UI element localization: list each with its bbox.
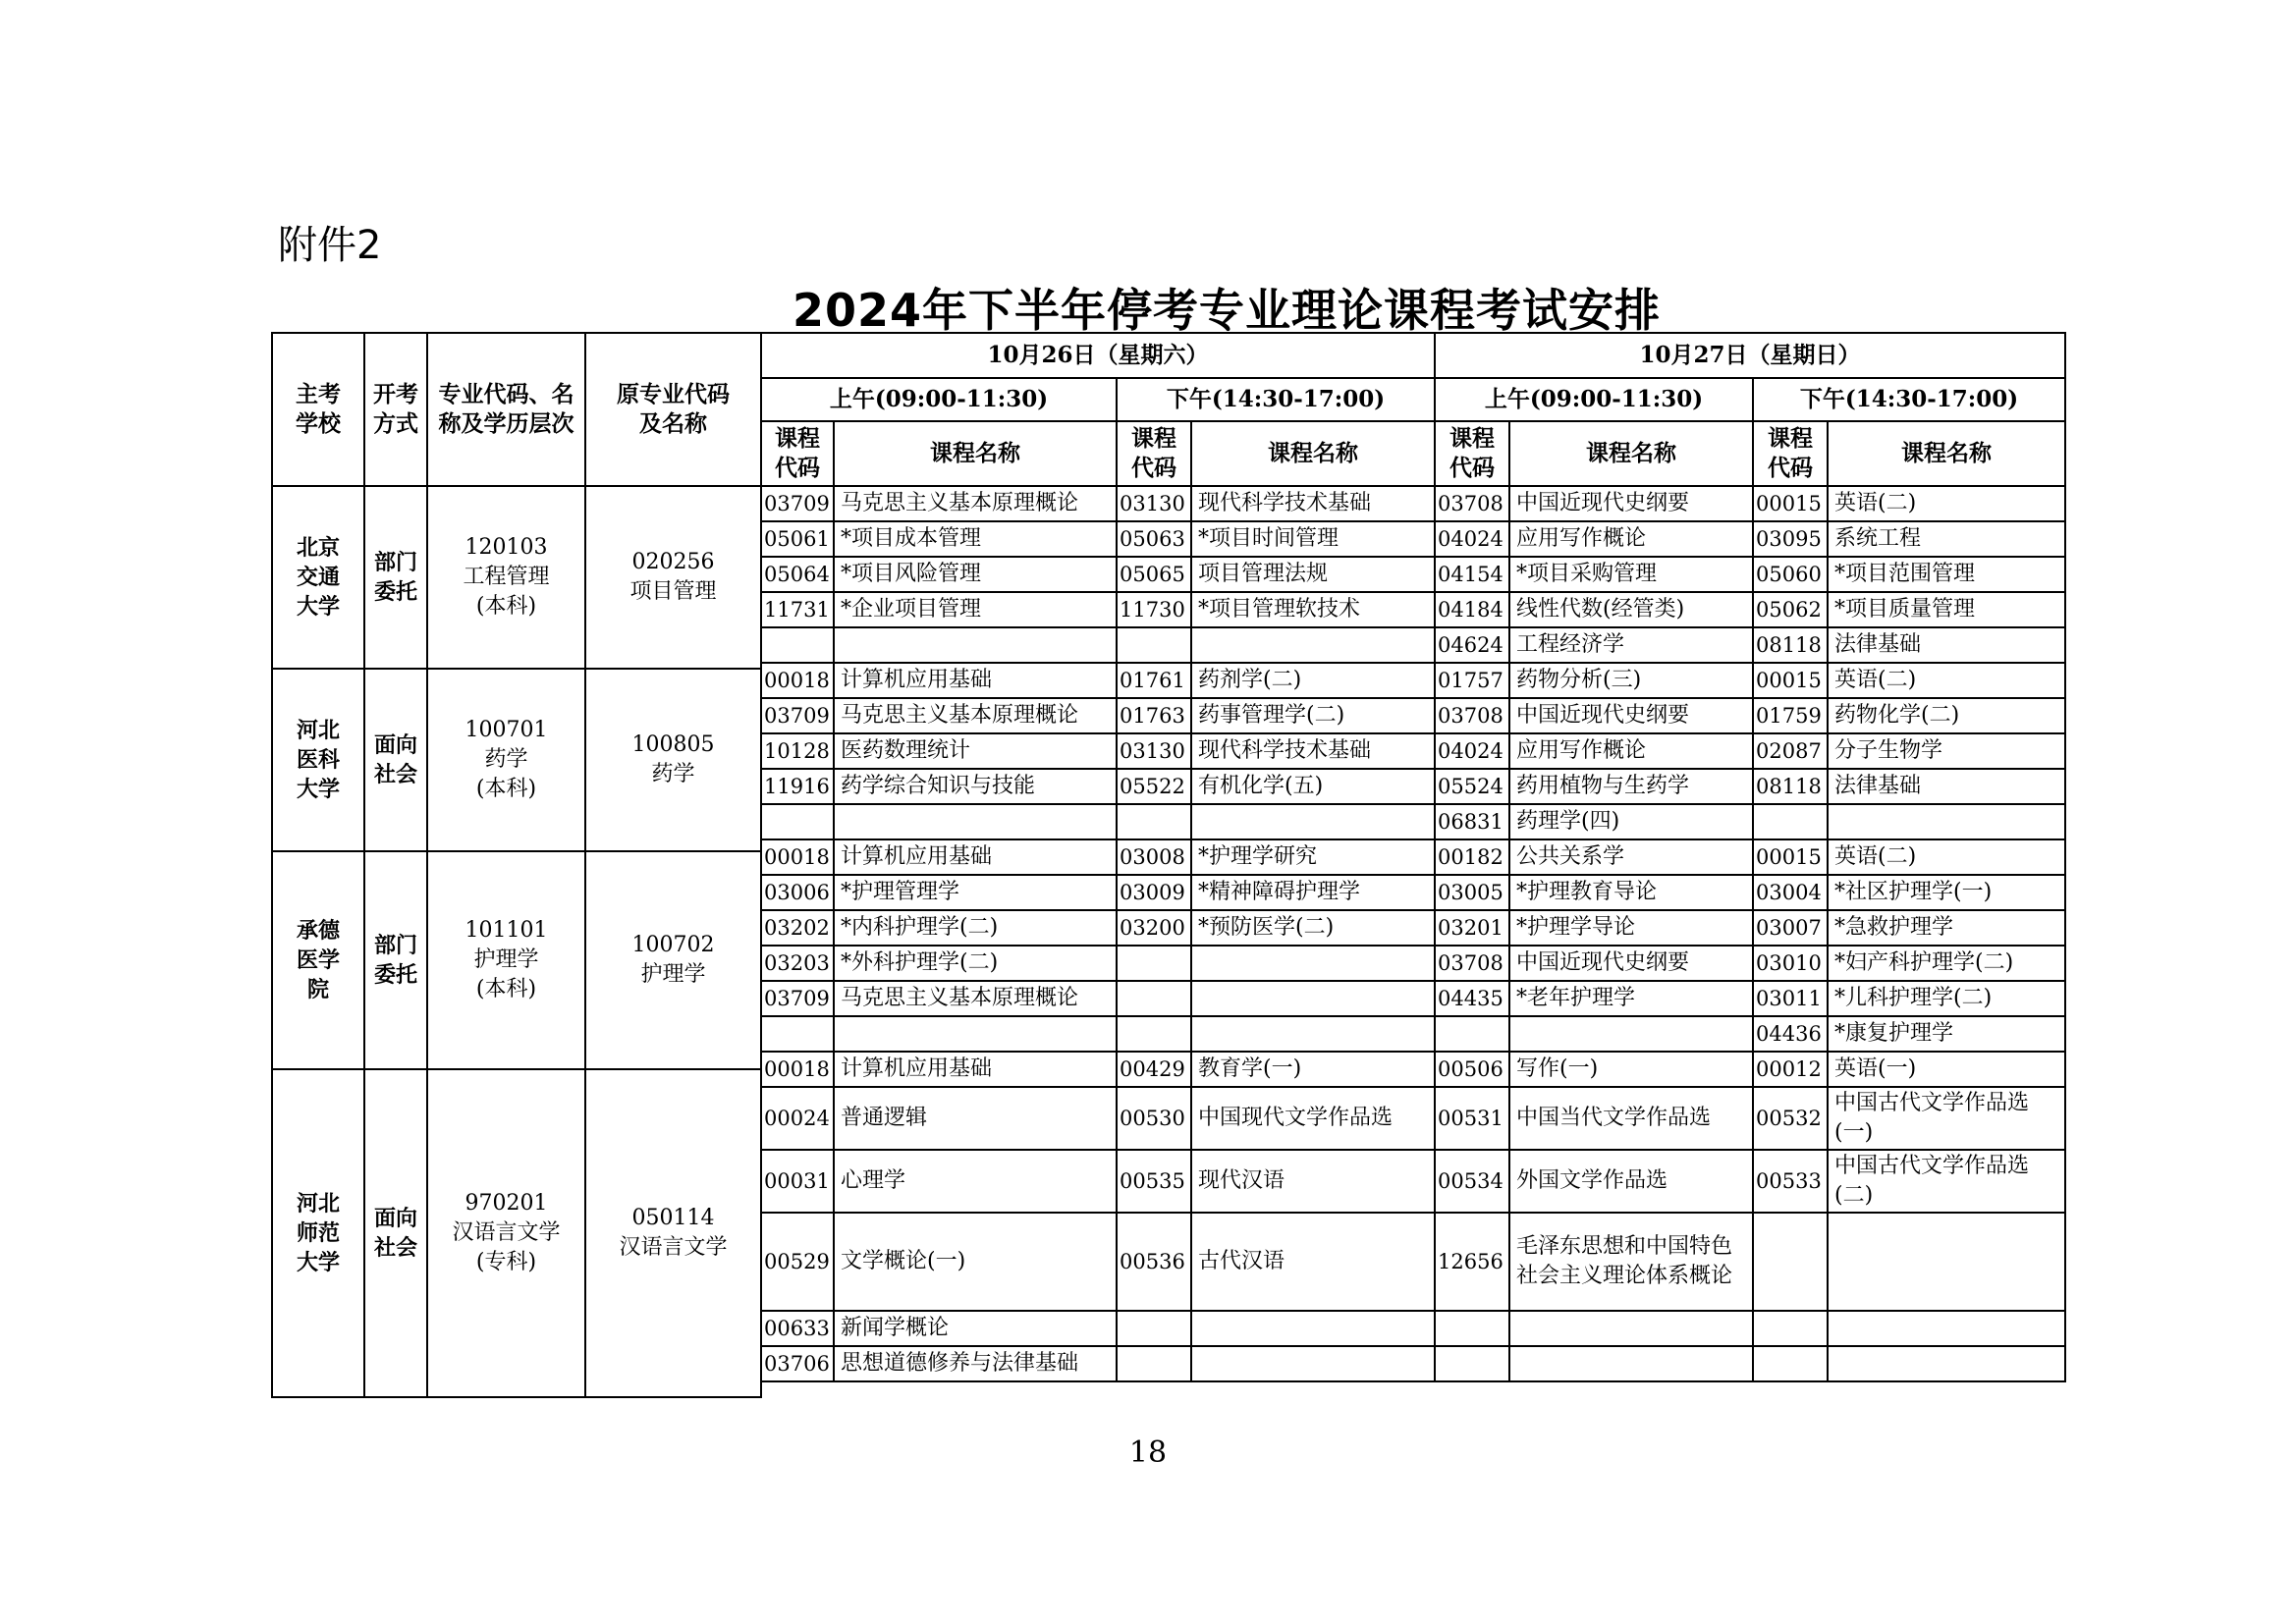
course-name: *企业项目管理 xyxy=(834,592,1117,627)
course-name xyxy=(1509,1311,1753,1346)
school-row xyxy=(272,486,761,669)
course-name: 公共关系学 xyxy=(1509,839,1753,875)
schedule-row xyxy=(761,1016,2065,1052)
course-code xyxy=(1753,1311,1828,1346)
course-name: *外科护理学(二) xyxy=(834,946,1117,981)
schedule-row xyxy=(761,486,2065,521)
course-name: 现代科学技术基础 xyxy=(1191,486,1435,521)
schedule-row xyxy=(761,946,2065,981)
course-name: 中国近现代史纲要 xyxy=(1509,698,1753,733)
course-name: 毛泽东思想和中国特色社会主义理论体系概论 xyxy=(1509,1213,1753,1311)
course-name: 写作(一) xyxy=(1509,1052,1753,1087)
course-code: 03709 xyxy=(761,981,834,1016)
course-name: *项目范围管理 xyxy=(1828,557,2065,592)
course-code xyxy=(761,804,834,839)
schedule-row xyxy=(761,910,2065,946)
day1-am-header: 上午(09:00-11:30) xyxy=(761,378,1117,421)
course-name: 药用植物与生药学 xyxy=(1509,769,1753,804)
name-header: 课程名称 xyxy=(1509,421,1753,486)
course-name: *康复护理学 xyxy=(1828,1016,2065,1052)
course-name: 中国古代文学作品选(二) xyxy=(1828,1150,2065,1213)
course-code xyxy=(761,1016,834,1052)
course-name xyxy=(834,1016,1117,1052)
exam-mode: 部门委托 xyxy=(364,851,427,1069)
school-name: 承德医学院 xyxy=(272,851,364,1069)
course-name xyxy=(1191,946,1435,981)
course-name: 中国古代文学作品选(一) xyxy=(1828,1087,2065,1150)
course-name: 教育学(一) xyxy=(1191,1052,1435,1087)
course-name: 工程经济学 xyxy=(1509,627,1753,663)
orig-major-info: 100702 护理学 xyxy=(585,851,761,1069)
course-code: 00182 xyxy=(1435,839,1509,875)
course-name: 心理学 xyxy=(834,1150,1117,1213)
course-code: 05524 xyxy=(1435,769,1509,804)
name-header: 课程名称 xyxy=(1828,421,2065,486)
course-name: *精神障碍护理学 xyxy=(1191,875,1435,910)
course-code: 04154 xyxy=(1435,557,1509,592)
course-code: 01761 xyxy=(1117,663,1191,698)
course-name: 中国近现代史纲要 xyxy=(1509,486,1753,521)
course-code xyxy=(1435,1311,1509,1346)
course-name: *儿科护理学(二) xyxy=(1828,981,2065,1016)
course-code: 04024 xyxy=(1435,521,1509,557)
course-name: 法律基础 xyxy=(1828,769,2065,804)
course-name: 项目管理法规 xyxy=(1191,557,1435,592)
attachment-label: 附件2 xyxy=(278,223,382,268)
course-name: 思想道德修养与法律基础 xyxy=(834,1346,1117,1381)
course-code: 00015 xyxy=(1753,663,1828,698)
course-code: 03203 xyxy=(761,946,834,981)
course-name: 英语(二) xyxy=(1828,663,2065,698)
course-code: 04024 xyxy=(1435,733,1509,769)
course-name: 系统工程 xyxy=(1828,521,2065,557)
schedule-row xyxy=(761,592,2065,627)
schedule-row xyxy=(761,663,2065,698)
course-name: 英语(一) xyxy=(1828,1052,2065,1087)
schedule-row xyxy=(761,1052,2065,1087)
course-name xyxy=(1191,804,1435,839)
schedule-row xyxy=(761,981,2065,1016)
schedule-row xyxy=(761,1150,2065,1213)
course-name: 药物化学(二) xyxy=(1828,698,2065,733)
exam-schedule-table xyxy=(760,332,2066,1382)
course-code: 03007 xyxy=(1753,910,1828,946)
course-name xyxy=(834,804,1117,839)
course-code xyxy=(1435,1016,1509,1052)
course-code: 00633 xyxy=(761,1311,834,1346)
course-code xyxy=(1117,1016,1191,1052)
day2-am-header: 上午(09:00-11:30) xyxy=(1435,378,1753,421)
course-name xyxy=(1509,1346,1753,1381)
course-code: 08118 xyxy=(1753,769,1828,804)
course-code: 05060 xyxy=(1753,557,1828,592)
course-name: *社区护理学(一) xyxy=(1828,875,2065,910)
course-name: 应用写作概论 xyxy=(1509,521,1753,557)
code-header: 课程代码 xyxy=(1435,421,1509,486)
course-name: *项目质量管理 xyxy=(1828,592,2065,627)
course-code: 04624 xyxy=(1435,627,1509,663)
course-code: 03202 xyxy=(761,910,834,946)
course-name xyxy=(1828,804,2065,839)
course-code: 08118 xyxy=(1753,627,1828,663)
course-name: 分子生物学 xyxy=(1828,733,2065,769)
course-code: 00015 xyxy=(1753,486,1828,521)
course-name: 马克思主义基本原理概论 xyxy=(834,698,1117,733)
course-code: 00531 xyxy=(1435,1087,1509,1150)
course-code: 05063 xyxy=(1117,521,1191,557)
course-code xyxy=(1117,946,1191,981)
orig-major-info: 020256 项目管理 xyxy=(585,486,761,669)
course-name: *项目采购管理 xyxy=(1509,557,1753,592)
course-code xyxy=(1117,627,1191,663)
course-name: *妇产科护理学(二) xyxy=(1828,946,2065,981)
course-code: 00018 xyxy=(761,663,834,698)
course-code: 03008 xyxy=(1117,839,1191,875)
course-name: 线性代数(经管类) xyxy=(1509,592,1753,627)
course-code: 00535 xyxy=(1117,1150,1191,1213)
course-code: 00018 xyxy=(761,839,834,875)
course-name xyxy=(1828,1346,2065,1381)
course-name: *预防医学(二) xyxy=(1191,910,1435,946)
course-code: 04436 xyxy=(1753,1016,1828,1052)
course-code xyxy=(1117,981,1191,1016)
schedule-row xyxy=(761,521,2065,557)
course-name: 计算机应用基础 xyxy=(834,1052,1117,1087)
school-info-table xyxy=(271,332,762,1398)
course-name xyxy=(1191,1311,1435,1346)
course-code xyxy=(1753,804,1828,839)
course-name: 法律基础 xyxy=(1828,627,2065,663)
course-code: 01763 xyxy=(1117,698,1191,733)
major-info: 101101 护理学 (本科) xyxy=(427,851,585,1069)
orig-major-info: 050114 汉语言文学 xyxy=(585,1069,761,1397)
exam-mode: 面向社会 xyxy=(364,1069,427,1397)
schedule-row xyxy=(761,1087,2065,1150)
course-code: 00015 xyxy=(1753,839,1828,875)
course-code xyxy=(1753,1346,1828,1381)
course-name: 普通逻辑 xyxy=(834,1087,1117,1150)
course-code: 03095 xyxy=(1753,521,1828,557)
course-code xyxy=(761,627,834,663)
course-code: 03130 xyxy=(1117,733,1191,769)
course-name: *护理教育导论 xyxy=(1509,875,1753,910)
course-code: 05522 xyxy=(1117,769,1191,804)
course-name xyxy=(1191,981,1435,1016)
day1-pm-header: 下午(14:30-17:00) xyxy=(1117,378,1435,421)
course-code: 00012 xyxy=(1753,1052,1828,1087)
course-code: 03708 xyxy=(1435,946,1509,981)
course-code: 06831 xyxy=(1435,804,1509,839)
course-name: 有机化学(五) xyxy=(1191,769,1435,804)
course-name: 中国近现代史纲要 xyxy=(1509,946,1753,981)
course-name: 药物分析(三) xyxy=(1509,663,1753,698)
course-name: 中国现代文学作品选 xyxy=(1191,1087,1435,1150)
schedule-row xyxy=(761,733,2065,769)
course-code: 00018 xyxy=(761,1052,834,1087)
course-name: *老年护理学 xyxy=(1509,981,1753,1016)
school-row xyxy=(272,1069,761,1397)
name-header: 课程名称 xyxy=(1191,421,1435,486)
header-major: 专业代码、名称及学历层次 xyxy=(427,333,585,486)
header-orig: 原专业代码及名称 xyxy=(585,333,761,486)
major-info: 970201 汉语言文学 (专科) xyxy=(427,1069,585,1397)
course-name: 应用写作概论 xyxy=(1509,733,1753,769)
course-name: 计算机应用基础 xyxy=(834,839,1117,875)
course-name: *护理学研究 xyxy=(1191,839,1435,875)
course-code: 00024 xyxy=(761,1087,834,1150)
course-name: 计算机应用基础 xyxy=(834,663,1117,698)
course-name: *内科护理学(二) xyxy=(834,910,1117,946)
course-code: 03010 xyxy=(1753,946,1828,981)
major-info: 120103 工程管理 (本科) xyxy=(427,486,585,669)
course-code: 04435 xyxy=(1435,981,1509,1016)
course-code: 00532 xyxy=(1753,1087,1828,1150)
course-code: 03708 xyxy=(1435,698,1509,733)
course-code: 00529 xyxy=(761,1213,834,1311)
course-code: 02087 xyxy=(1753,733,1828,769)
day2-header: 10月27日（星期日） xyxy=(1435,333,2065,378)
course-code: 03130 xyxy=(1117,486,1191,521)
course-code: 11730 xyxy=(1117,592,1191,627)
schedule-row xyxy=(761,1346,2065,1381)
course-code: 01759 xyxy=(1753,698,1828,733)
course-code: 03004 xyxy=(1753,875,1828,910)
school-name: 北京交通大学 xyxy=(272,486,364,669)
course-code: 03200 xyxy=(1117,910,1191,946)
course-name: 药事管理学(二) xyxy=(1191,698,1435,733)
course-code: 05064 xyxy=(761,557,834,592)
course-name xyxy=(834,627,1117,663)
school-name: 河北医科大学 xyxy=(272,669,364,851)
schedule-row xyxy=(761,875,2065,910)
course-code: 05061 xyxy=(761,521,834,557)
course-code: 03005 xyxy=(1435,875,1509,910)
exam-mode: 面向社会 xyxy=(364,669,427,851)
course-code: 03709 xyxy=(761,698,834,733)
page-number: 18 xyxy=(1128,1435,1168,1470)
course-code: 11916 xyxy=(761,769,834,804)
course-code: 05062 xyxy=(1753,592,1828,627)
course-name: 英语(二) xyxy=(1828,839,2065,875)
page-title: 2024年下半年停考专业理论课程考试安排 xyxy=(792,284,1662,337)
course-code: 12656 xyxy=(1435,1213,1509,1311)
course-name: *项目时间管理 xyxy=(1191,521,1435,557)
course-name: 马克思主义基本原理概论 xyxy=(834,981,1117,1016)
schedule-row xyxy=(761,769,2065,804)
course-name: *护理管理学 xyxy=(834,875,1117,910)
course-code: 10128 xyxy=(761,733,834,769)
exam-mode: 部门委托 xyxy=(364,486,427,669)
day1-header: 10月26日（星期六） xyxy=(761,333,1435,378)
course-name: 古代汉语 xyxy=(1191,1213,1435,1311)
course-name: 现代汉语 xyxy=(1191,1150,1435,1213)
course-code: 03706 xyxy=(761,1346,834,1381)
course-code xyxy=(1117,804,1191,839)
code-header: 课程代码 xyxy=(1753,421,1828,486)
header-school: 主考学校 xyxy=(272,333,364,486)
course-name: 外国文学作品选 xyxy=(1509,1150,1753,1213)
course-name xyxy=(1828,1213,2065,1311)
school-name: 河北师范大学 xyxy=(272,1069,364,1397)
schedule-row xyxy=(761,804,2065,839)
course-name: *项目管理软技术 xyxy=(1191,592,1435,627)
course-code: 03009 xyxy=(1117,875,1191,910)
course-name: 文学概论(一) xyxy=(834,1213,1117,1311)
course-code: 03011 xyxy=(1753,981,1828,1016)
day2-pm-header: 下午(14:30-17:00) xyxy=(1753,378,2065,421)
course-name: *项目风险管理 xyxy=(834,557,1117,592)
course-name: 药剂学(二) xyxy=(1191,663,1435,698)
course-code: 03006 xyxy=(761,875,834,910)
schedule-row xyxy=(761,1213,2065,1311)
course-code: 00506 xyxy=(1435,1052,1509,1087)
course-name: 现代科学技术基础 xyxy=(1191,733,1435,769)
course-code: 00530 xyxy=(1117,1087,1191,1150)
course-code xyxy=(1435,1346,1509,1381)
course-code xyxy=(1753,1213,1828,1311)
school-row xyxy=(272,669,761,851)
major-info: 100701 药学 (本科) xyxy=(427,669,585,851)
course-name: 马克思主义基本原理概论 xyxy=(834,486,1117,521)
course-name: *急救护理学 xyxy=(1828,910,2065,946)
course-name: 药学综合知识与技能 xyxy=(834,769,1117,804)
course-code: 00031 xyxy=(761,1150,834,1213)
header-mode: 开考方式 xyxy=(364,333,427,486)
course-name: 药理学(四) xyxy=(1509,804,1753,839)
course-code xyxy=(1117,1311,1191,1346)
course-name xyxy=(1191,1016,1435,1052)
course-name: 英语(二) xyxy=(1828,486,2065,521)
course-name xyxy=(1509,1016,1753,1052)
course-name: 医药数理统计 xyxy=(834,733,1117,769)
schedule-row xyxy=(761,627,2065,663)
course-code: 04184 xyxy=(1435,592,1509,627)
course-name: 中国当代文学作品选 xyxy=(1509,1087,1753,1150)
schedule-row xyxy=(761,557,2065,592)
course-code xyxy=(1117,1346,1191,1381)
schedule-row xyxy=(761,698,2065,733)
course-code: 05065 xyxy=(1117,557,1191,592)
course-name: *项目成本管理 xyxy=(834,521,1117,557)
course-name xyxy=(1828,1311,2065,1346)
course-code: 00536 xyxy=(1117,1213,1191,1311)
course-code: 00533 xyxy=(1753,1150,1828,1213)
course-code: 03201 xyxy=(1435,910,1509,946)
course-code: 03709 xyxy=(761,486,834,521)
course-name: 新闻学概论 xyxy=(834,1311,1117,1346)
course-code: 03708 xyxy=(1435,486,1509,521)
name-header: 课程名称 xyxy=(834,421,1117,486)
course-code: 00534 xyxy=(1435,1150,1509,1213)
code-header: 课程代码 xyxy=(761,421,834,486)
schedule-row xyxy=(761,839,2065,875)
school-row xyxy=(272,851,761,1069)
course-code: 01757 xyxy=(1435,663,1509,698)
course-code: 11731 xyxy=(761,592,834,627)
course-name xyxy=(1191,1346,1435,1381)
schedule-row xyxy=(761,1311,2065,1346)
code-header: 课程代码 xyxy=(1117,421,1191,486)
course-name: *护理学导论 xyxy=(1509,910,1753,946)
course-code: 00429 xyxy=(1117,1052,1191,1087)
orig-major-info: 100805 药学 xyxy=(585,669,761,851)
course-name xyxy=(1191,627,1435,663)
